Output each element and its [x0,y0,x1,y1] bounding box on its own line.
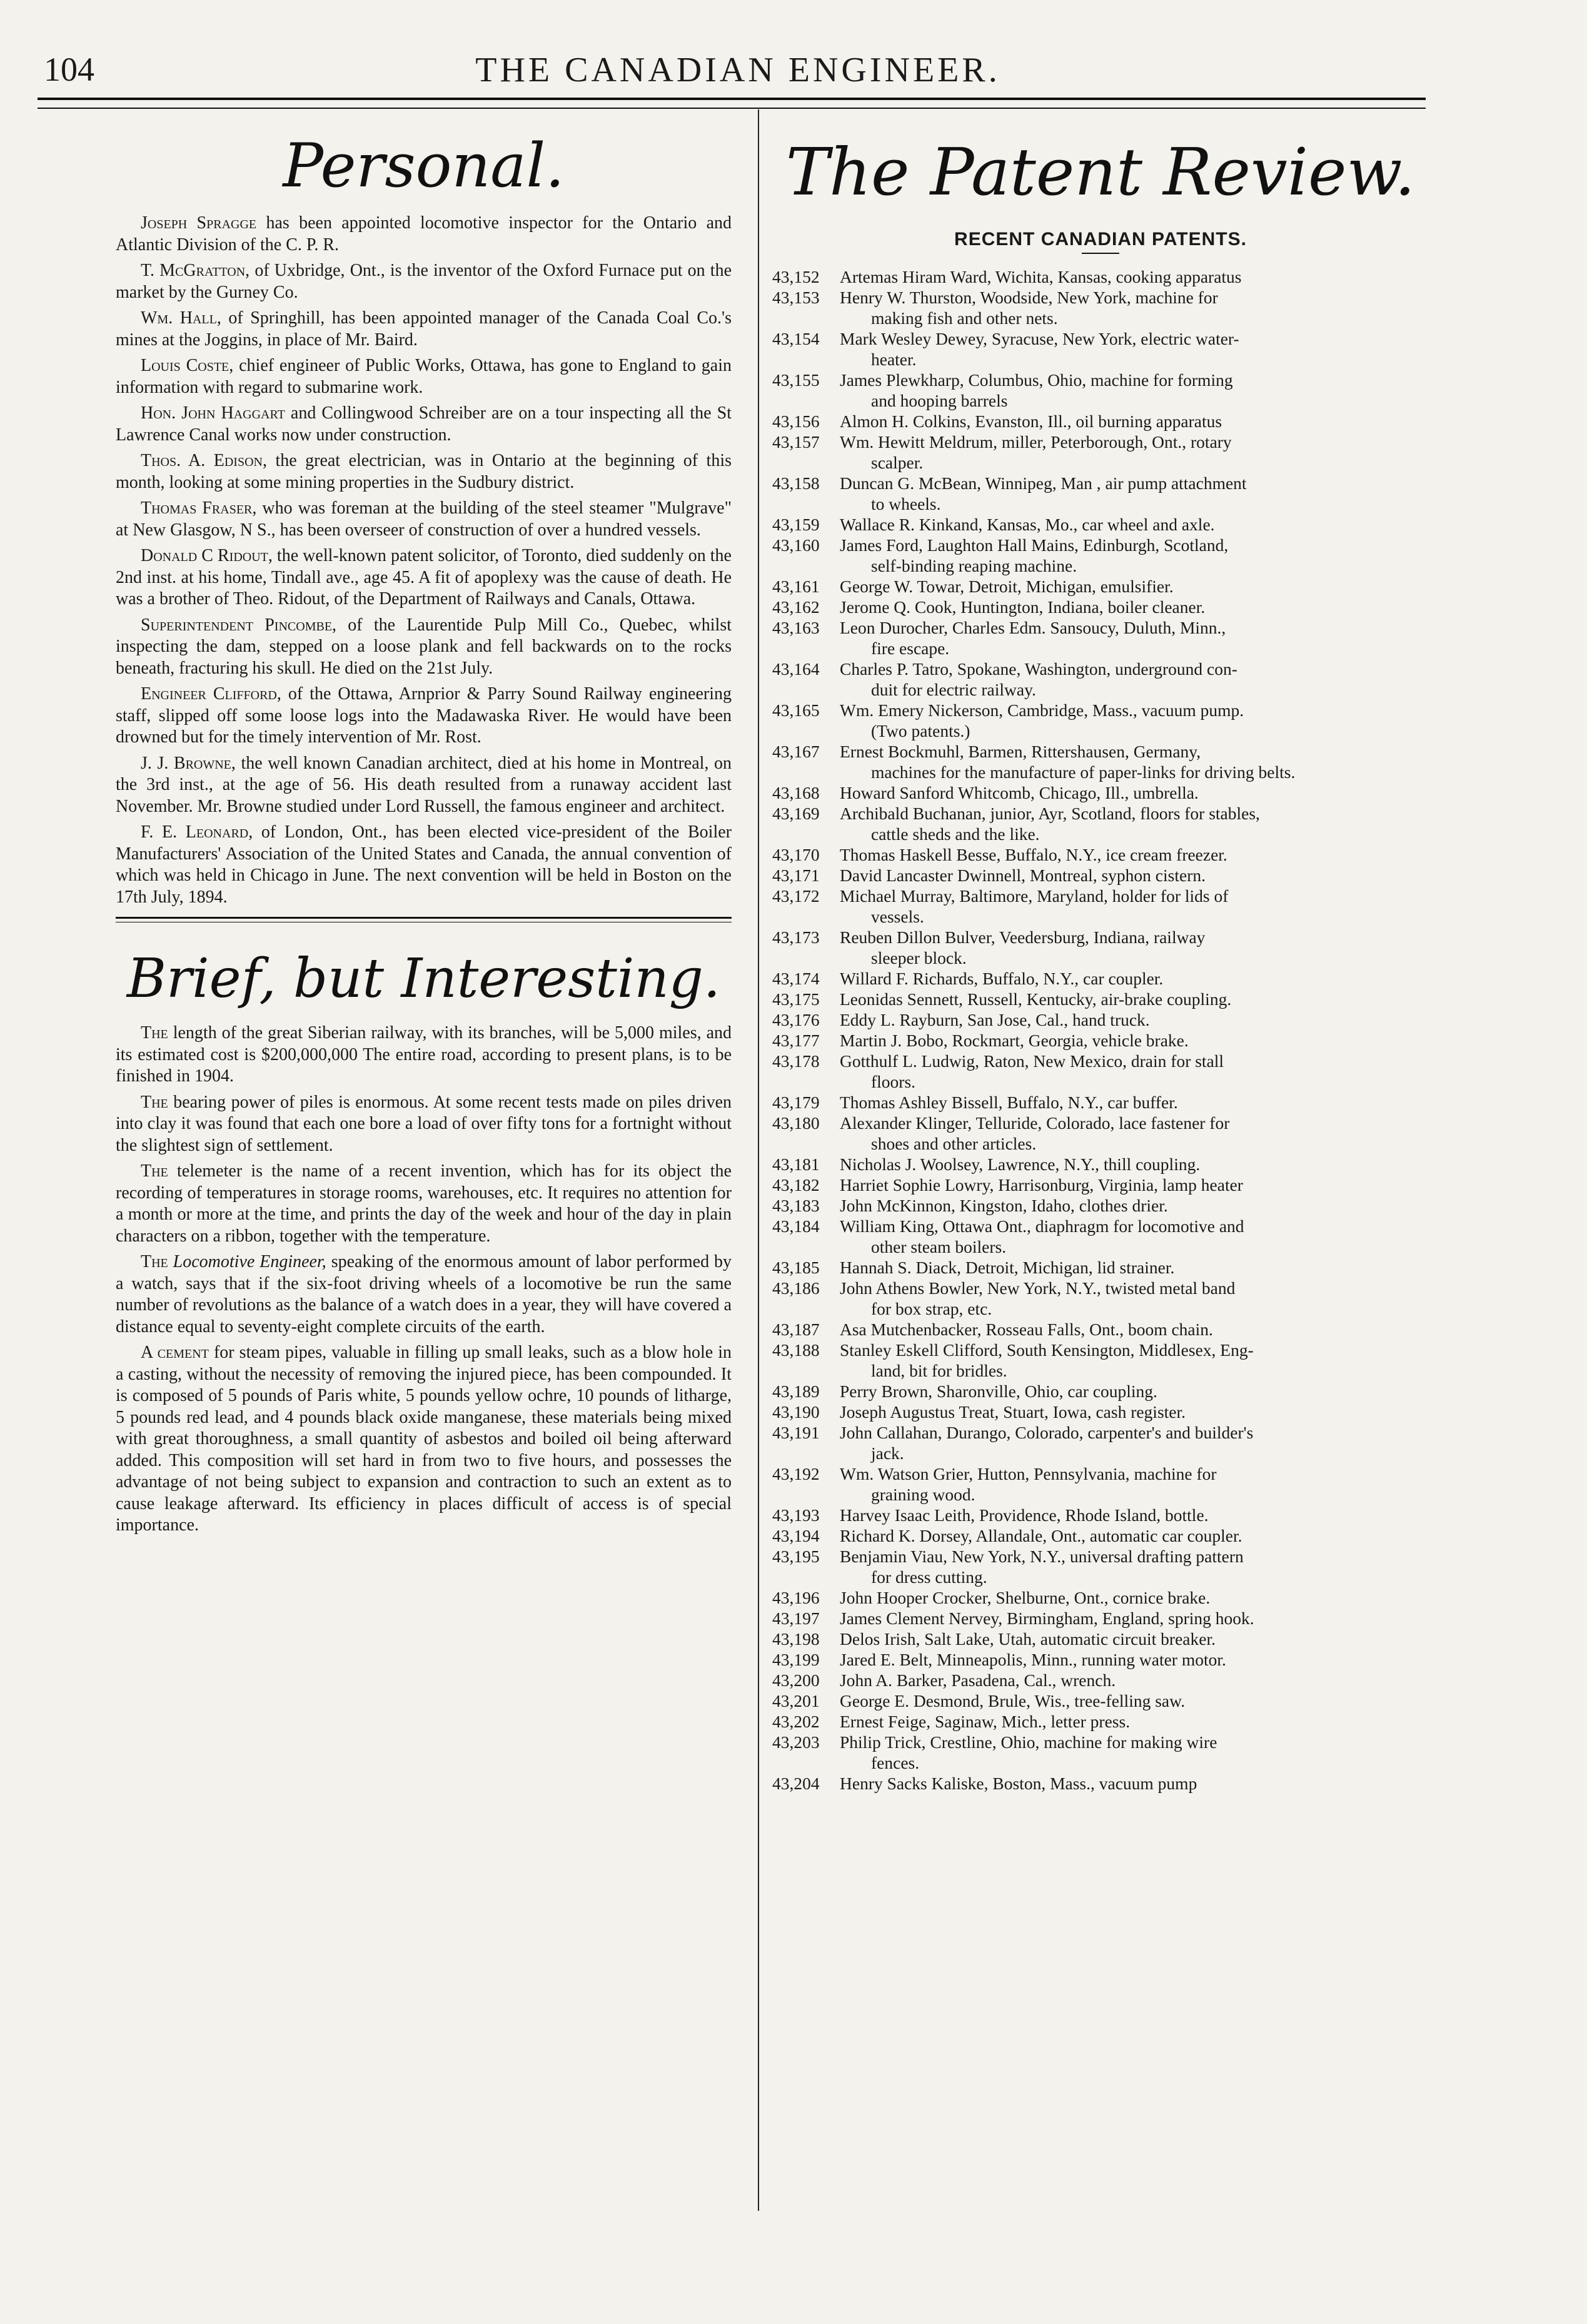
patent-description-line: Thomas Haskell Besse, Buffalo, N.Y., ice cream freezer. [840,845,1227,864]
journal-title: THE CANADIAN ENGINEER. [475,51,1000,89]
brief-lead: The [141,1252,168,1271]
patent-entry [772,886,1429,927]
patent-entry [772,287,1429,328]
patent-description [840,1319,1429,1340]
patent-description [840,1009,1429,1030]
patent-description [840,886,1429,927]
patent-number: 43,195 [772,1547,820,1566]
personal-name: Thomas Fraser, [141,498,257,518]
patent-number: 43,200 [772,1670,820,1690]
page-number: 104 [44,51,94,88]
patent-number: 43,176 [772,1010,820,1029]
patent-description-line: Richard K. Dorsey, Allandale, Ont., automatic car coupler. [840,1526,1242,1545]
patent-description-continuation: shoes and other articles. [871,1134,1037,1153]
patent-entry [772,328,1429,370]
patent-entry [772,1113,1429,1154]
patent-description-line: Leonidas Sennett, Russell, Kentucky, air-brake coupling. [840,989,1232,1009]
patent-number: 43,201 [772,1691,820,1710]
patent-description [840,1608,1429,1629]
patent-description [840,844,1429,865]
patent-description-line: Nicholas J. Woolsey, Lawrence, N.Y., thill coupling. [840,1154,1201,1174]
patent-number: 43,170 [772,845,820,864]
patent-entry [772,432,1429,473]
personal-name: F. E. Leonard, [141,822,253,842]
patent-description-line: Wm. Hewitt Meldrum, miller, Peterborough, Ont., rotary [840,432,1232,452]
patent-entry [772,1154,1429,1175]
brief-paragraph [116,1023,732,1088]
patent-number: 43,197 [772,1609,820,1628]
patent-entry [772,865,1429,886]
patent-description-line: George E. Desmond, Brule, Wis., tree-felling saw. [840,1691,1186,1710]
patent-description-line: John Athens Bowler, New York, N.Y., twisted metal band [840,1278,1236,1298]
patent-description [840,1505,1429,1525]
patent-description-line: Gotthulf L. Ludwig, Raton, New Mexico, drain for stall [840,1051,1224,1071]
patent-entry [772,370,1429,411]
patent-description [840,432,1429,473]
patent-description-line: Mark Wesley Dewey, Syracuse, New York, electric water- [840,329,1239,348]
patent-entry [772,989,1429,1009]
patent-number: 43,180 [772,1113,820,1133]
patent-number: 43,203 [772,1732,820,1752]
patent-description [840,1773,1429,1794]
patent-description-line: Harvey Isaac Leith, Providence, Rhode Island, bottle. [840,1505,1209,1525]
patent-entry [772,1629,1429,1649]
right-column [772,113,1429,2201]
patent-entry [772,1546,1429,1587]
patent-description [840,865,1429,886]
patent-number: 43,189 [772,1382,820,1401]
patent-number: 43,167 [772,742,820,761]
patent-entry [772,1463,1429,1505]
patent-description-line: David Lancaster Dwinnell, Montreal, syphon cistern. [840,866,1206,885]
patent-entry [772,1278,1429,1319]
patent-description-line: Thomas Ashley Bissell, Buffalo, N.Y., car buffer. [840,1093,1178,1112]
patent-number: 43,173 [772,927,820,947]
patent-description-line: John Callahan, Durango, Colorado, carpenter's and builder's [840,1423,1254,1442]
patent-description-line: John Hooper Crocker, Shelburne, Ont., cornice brake. [840,1588,1211,1607]
personal-text: of Uxbridge, Ont., is the inventor of the Oxford Furnace put on the market by the Gurney Co. [116,261,732,302]
personal-paragraph [116,355,732,398]
personal-text: chief engineer of Public Works, Ottawa, has gone to England to gain information with regard to submarine work. [116,356,732,397]
patent-description-line: Archibald Buchanan, junior, Ayr, Scotland, floors for stables, [840,804,1260,823]
patent-entry [772,1587,1429,1608]
patent-list [772,266,1429,1794]
patent-number: 43,198 [772,1629,820,1649]
patent-number: 43,174 [772,969,820,988]
patent-entry [772,411,1429,432]
patents-subheading: RECENT CANADIAN PATENTS. [954,229,1247,250]
left-column [116,113,732,2201]
personal-text: has been appointed locomotive inspector for the Ontario and Atlantic Division of the C. P. R. [116,213,732,255]
patent-number: 43,190 [772,1402,820,1422]
patent-number: 43,181 [772,1154,820,1174]
brief-section [116,1023,732,1537]
patent-description-line: John A. Barker, Pasadena, Cal., wrench. [840,1670,1116,1690]
masthead-rule [38,98,1426,109]
patent-description [840,968,1429,989]
patent-number: 43,193 [772,1505,820,1525]
patent-description-line: Perry Brown, Sharonville, Ohio, car coupling. [840,1382,1157,1401]
patent-description [840,328,1429,370]
patent-number: 43,184 [772,1216,820,1236]
patent-number: 43,192 [772,1464,820,1483]
patent-entry [772,1216,1429,1257]
patent-description [840,1422,1429,1463]
patent-number: 43,191 [772,1423,820,1442]
personal-section [116,213,732,908]
personal-name: Hon. John Haggart [141,403,285,423]
patent-number: 43,187 [772,1320,820,1339]
personal-name: Louis Coste, [141,356,234,375]
patent-description [840,1711,1429,1732]
patent-description [840,1278,1429,1319]
patent-description-line: James Clement Nervey, Birmingham, England, spring hook. [840,1609,1254,1628]
patent-description-line: Philip Trick, Crestline, Ohio, machine for making wire [840,1732,1217,1752]
brief-paragraph [116,1342,732,1537]
patent-number: 43,168 [772,783,820,802]
patent-number: 43,188 [772,1340,820,1360]
personal-name: Joseph Spragge [141,213,257,233]
patent-description [840,370,1429,411]
patent-number: 43,154 [772,329,820,348]
personal-text: the well-known patent solicitor, of Toronto, died suddenly on the 2nd inst. at his home, Tindall ave., age 45. A fit of apoplexy was the cause of death. He was a brother of Theo. Ridout, of the Department of Railways and Canals, Ottawa. [116,546,732,609]
patent-entry [772,1381,1429,1402]
section-separator [116,917,732,922]
patent-description-line: Almon H. Colkins, Evanston, Ill., oil burning apparatus [840,412,1222,431]
personal-paragraph [116,753,732,818]
patent-description-line: Jerome Q. Cook, Huntington, Indiana, boiler cleaner. [840,597,1206,617]
patent-description-line: Asa Mutchenbacker, Rosseau Falls, Ont., boom chain. [840,1320,1213,1339]
personal-paragraph [116,213,732,256]
patent-description [840,1587,1429,1608]
patent-entry [772,1051,1429,1092]
patent-entry [772,1773,1429,1794]
patent-number: 43,186 [772,1278,820,1298]
patent-entry [772,1670,1429,1690]
personal-paragraph [116,308,732,351]
brief-lead: The [141,1161,168,1181]
patent-description-line: Willard F. Richards, Buffalo, N.Y., car coupler. [840,969,1164,988]
brief-paragraph [116,1092,732,1157]
patent-entry [772,803,1429,844]
patent-description [840,1690,1429,1711]
patent-description-continuation: for dress cutting. [871,1567,987,1587]
patent-description-line: Michael Murray, Baltimore, Maryland, holder for lids of [840,886,1229,906]
patent-number: 43,157 [772,432,820,452]
brief-lead: The [141,1023,168,1043]
personal-paragraph [116,684,732,749]
patent-number: 43,196 [772,1588,820,1607]
patent-entry [772,844,1429,865]
patent-description-line: Eddy L. Rayburn, San Jose, Cal., hand truck. [840,1010,1150,1029]
patent-entry [772,1009,1429,1030]
patent-number: 43,178 [772,1051,820,1071]
brief-lead: The [141,1092,168,1112]
patent-description [840,1092,1429,1113]
patent-entry [772,1195,1429,1216]
patent-entry [772,1257,1429,1278]
personal-paragraph [116,615,732,680]
patent-description-line: John McKinnon, Kingston, Idaho, clothes drier. [840,1196,1168,1215]
patent-number: 43,159 [772,515,820,534]
personal-text: of the Ottawa, Arnprior & Parry Sound Railway engineering staff, slipped off some loose logs into the Madawaska River. He would have been drowned but for the timely intervention of Mr. Rost. [116,684,732,747]
patent-description [840,1175,1429,1195]
patent-entry [772,576,1429,597]
patent-review-heading: The Patent Review. [785,134,1416,210]
patent-entry [772,1649,1429,1670]
patent-number: 43,177 [772,1031,820,1050]
brief-text: telemeter is the name of a recent invention, which has for its object the recording of temperatures in storage rooms, warehouses, etc. It requires no attention for a month or more at the time, and prints the day of the week and hour of the day in plain characters on a ribbon, together with the temperature. [116,1161,732,1246]
personal-paragraph [116,260,732,303]
patent-description-continuation: scalper. [871,453,924,472]
patent-number: 43,169 [772,804,820,823]
patent-description-line: Leon Durocher, Charles Edm. Sansoucy, Duluth, Minn., [840,618,1226,637]
subheading-rule [1082,253,1119,254]
patent-number: 43,204 [772,1774,820,1793]
patent-entry [772,659,1429,700]
patent-number: 43,179 [772,1093,820,1112]
brief-heading: Brief, but Interesting. [126,947,721,1010]
patent-description-continuation: for box strap, etc. [871,1299,992,1318]
patent-description-line: Charles P. Tatro, Spokane, Washington, underground con- [840,659,1237,679]
patent-number: 43,162 [772,597,820,617]
personal-paragraph [116,403,732,446]
brief-paragraph [116,1251,732,1338]
masthead [44,38,1432,100]
personal-name: T. McGratton, [141,261,250,280]
patent-description [840,741,1429,782]
patent-entry [772,1608,1429,1629]
patent-description [840,1649,1429,1670]
personal-text: of London, Ont., has been elected vice-president of the Boiler Manufacturers' Association of the United States and Canada, the annual convention of which was held in Chicago in June. The next convention will be held in Boston on the 17th July, 1894. [116,822,732,907]
patent-description-line: Martin J. Bobo, Rockmart, Georgia, vehicle brake. [840,1031,1189,1050]
patent-entry [772,700,1429,741]
patent-entry [772,1092,1429,1113]
patent-number: 43,182 [772,1175,820,1195]
patent-description-continuation: jack. [871,1443,904,1463]
patent-description-continuation: vessels. [871,907,924,926]
brief-text: speaking of the enormous amount of labor performed by a watch, says that if the six-foot driving wheels of a locomotive be run the same number of revolutions as the balance of a watch does in a year, they will have covered a distance equal to seventy-eight complete circuits of the earth. [116,1252,732,1336]
patent-entry [772,782,1429,803]
patent-entry [772,473,1429,514]
personal-paragraph [116,450,732,493]
patent-number: 43,199 [772,1650,820,1669]
patent-number: 43,156 [772,412,820,431]
patent-description [840,514,1429,535]
patent-description [840,597,1429,617]
patent-entry [772,1711,1429,1732]
patent-entry [772,968,1429,989]
patent-description [840,803,1429,844]
patent-description-continuation: making fish and other nets. [871,308,1058,328]
patent-number: 43,153 [772,288,820,307]
patent-number: 43,152 [772,267,820,286]
personal-name: J. J. Browne, [141,753,236,773]
patent-description [840,1546,1429,1587]
patent-description-line: Joseph Augustus Treat, Stuart, Iowa, cash register. [840,1402,1186,1422]
patent-entry [772,1340,1429,1381]
patent-description-line: Reuben Dillon Bulver, Veedersburg, Indiana, railway [840,927,1206,947]
patent-description-line: Alexander Klinger, Telluride, Colorado, lace fastener for [840,1113,1230,1133]
brief-text: for steam pipes, valuable in filling up small leaks, such as a blow hole in a casting, without the necessity of removing the injured piece, has been compounded. It is composed of 5 pounds of Paris white, 5 pounds yellow ochre, 10 pounds of litharge, 5 pounds red lead, and 4 pounds black oxide manganese, these materials being mixed with great thoroughness, a small quantity of asbestos and boiled oil being afterward added. This composition will set hard in from two to five hours, and possesses the advantage of not being subject to expansion and contraction to such an extent as to cause leakage afterward. Its efficiency in places difficult of access is of special importance. [116,1343,732,1535]
patent-description [840,1340,1429,1381]
patent-description-line: James Ford, Laughton Hall Mains, Edinburgh, Scotland, [840,535,1229,555]
patent-entry [772,535,1429,576]
patent-number: 43,155 [772,370,820,390]
personal-paragraph [116,822,732,908]
brief-text: bearing power of piles is enormous. At some recent tests made on piles driven into clay it was found that each one bore a load of over fifty tons for a fortnight without the slightest sign of settlement. [116,1092,732,1155]
patent-description [840,1113,1429,1154]
patent-description-line: Artemas Hiram Ward, Wichita, Kansas, cooking apparatus [840,267,1242,286]
patent-description-line: Howard Sanford Whitcomb, Chicago, Ill., umbrella. [840,783,1199,802]
patent-description-continuation: self-binding reaping machine. [871,556,1077,575]
patent-description-line: James Plewkharp, Columbus, Ohio, machine for forming [840,370,1233,390]
patent-description [840,1732,1429,1773]
patent-description [840,1629,1429,1649]
personal-text: of Springhill, has been appointed manager of the Canada Coal Co.'s mines at the Joggins, in place of Mr. Baird. [116,308,732,350]
patent-description-line: William King, Ottawa Ont., diaphragm for locomotive and [840,1216,1244,1236]
patent-description [840,1463,1429,1505]
personal-text: of the Laurentide Pulp Mill Co., Quebec, whilst inspecting the dam, stepped on a loose plank and fell backwards on to the rocks beneath, fracturing his skull. He died on the 21st July. [116,615,732,678]
patent-number: 43,163 [772,618,820,637]
patent-description [840,617,1429,659]
patent-description-continuation: (Two patents.) [871,721,970,740]
patent-description-continuation: floors. [871,1072,916,1091]
patent-number: 43,202 [772,1712,820,1731]
patent-number: 43,164 [772,659,820,679]
patent-number: 43,165 [772,700,820,720]
patent-description [840,1195,1429,1216]
patent-entry [772,266,1429,287]
patent-number: 43,171 [772,866,820,885]
patent-description-line: Jared E. Belt, Minneapolis, Minn., running water motor. [840,1650,1226,1669]
patent-description-continuation: sleeper block. [871,948,967,967]
patent-description-continuation: machines for the manufacture of paper-links for driving belts. [871,762,1296,782]
patent-entry [772,1402,1429,1422]
patent-description-continuation: fences. [871,1753,920,1772]
patent-description-line: Wm. Emery Nickerson, Cambridge, Mass., vacuum pump. [840,700,1244,720]
patent-number: 43,160 [772,535,820,555]
patent-entry [772,1422,1429,1463]
patent-entry [772,617,1429,659]
patent-entry [772,597,1429,617]
personal-text: the well known Canadian architect, died at his home in Montreal, on the 3rd inst., at the age of 56. His death resulted from a runaway accident last November. Mr. Browne studied under Lord Russell, the famous engineer and architect. [116,753,732,816]
patent-number: 43,175 [772,989,820,1009]
personal-name: Donald C Ridout, [141,546,273,565]
patent-description-line: Delos Irish, Salt Lake, Utah, automatic circuit breaker. [840,1629,1216,1649]
patent-entry [772,1525,1429,1546]
patent-entry [772,1319,1429,1340]
patent-description-line: Benjamin Viau, New York, N.Y., universal drafting pattern [840,1547,1244,1566]
patent-number: 43,172 [772,886,820,906]
patent-description-continuation: cattle sheds and the like. [871,824,1040,844]
patent-description [840,1051,1429,1092]
patent-entry [772,1505,1429,1525]
patent-description [840,700,1429,741]
patent-description-line: Hannah S. Diack, Detroit, Michigan, lid strainer. [840,1258,1175,1277]
personal-name: Engineer Clifford, [141,684,281,704]
patent-description-line: Harriet Sophie Lowry, Harrisonburg, Virginia, lamp heater [840,1175,1243,1195]
personal-paragraph [116,545,732,610]
patent-description [840,411,1429,432]
patent-description-line: Henry W. Thurston, Woodside, New York, machine for [840,288,1218,307]
patent-description [840,1525,1429,1546]
patent-number: 43,194 [772,1526,820,1545]
brief-paragraph [116,1161,732,1247]
patent-description-line: Wm. Watson Grier, Hutton, Pennsylvania, machine for [840,1464,1217,1483]
patent-description [840,927,1429,968]
brief-text: length of the great Siberian railway, with its branches, will be 5,000 miles, and its estimated cost is $200,000,000 The entire road, according to present plans, is to be finished in 1904. [116,1023,732,1086]
patent-description [840,782,1429,803]
patent-description-continuation: other steam boilers. [871,1237,1007,1256]
patent-description-line: Stanley Eskell Clifford, South Kensington, Middlesex, Eng- [840,1340,1254,1360]
patent-description-continuation: land, bit for bridles. [871,1361,1007,1380]
patent-description [840,473,1429,514]
patent-description [840,1030,1429,1051]
personal-text: who was foreman at the building of the steel steamer "Mulgrave" at New Glasgow, N S., has been overseer of construction of over a hundred vessels. [116,498,732,540]
personal-name: Wm. Hall, [141,308,221,328]
patent-description [840,1402,1429,1422]
patent-description [840,1154,1429,1175]
patent-description [840,1257,1429,1278]
patent-entry [772,741,1429,782]
patent-description-line: Ernest Bockmuhl, Barmen, Rittershausen, Germany, [840,742,1201,761]
patent-description [840,576,1429,597]
personal-heading: Personal. [283,131,565,201]
patent-description-continuation: duit for electric railway. [871,680,1036,699]
patent-description-continuation: fire escape. [871,639,950,658]
patent-description [840,535,1429,576]
patent-number: 43,183 [772,1196,820,1215]
patent-description [840,989,1429,1009]
patent-description-continuation: and hooping barrels [871,391,1008,410]
patent-entry [772,514,1429,535]
patent-description-continuation: to wheels. [871,494,941,513]
personal-paragraph [116,498,732,541]
patent-entry [772,1690,1429,1711]
patent-number: 43,161 [772,577,820,596]
patent-description-line: Ernest Feige, Saginaw, Mich., letter press. [840,1712,1131,1731]
personal-name: Thos. A. Edison, [141,451,267,470]
patent-description [840,1216,1429,1257]
patent-entry [772,1175,1429,1195]
patent-entry [772,927,1429,968]
patent-description-line: Duncan G. McBean, Winnipeg, Man , air pump attachment [840,473,1247,493]
patent-description-line: George W. Towar, Detroit, Michigan, emulsifier. [840,577,1174,596]
patent-entry [772,1732,1429,1773]
patent-entry [772,1030,1429,1051]
personal-text: the great electrician, was in Ontario at the beginning of this month, looking at some mining properties in the Sudbury district. [116,451,732,492]
patent-description [840,266,1429,287]
patent-description-continuation: heater. [871,350,917,369]
patent-description-line: Henry Sacks Kaliske, Boston, Mass., vacuum pump [840,1774,1197,1793]
column-divider [758,109,759,2211]
patent-description [840,287,1429,328]
patent-description [840,1670,1429,1690]
patent-number: 43,185 [772,1258,820,1277]
patent-description [840,659,1429,700]
patent-number: 43,158 [772,473,820,493]
brief-lead: A cement [141,1343,209,1362]
patent-description-continuation: graining wood. [871,1485,975,1504]
brief-italic-title: Locomotive Engineer, [168,1252,326,1271]
patent-description [840,1381,1429,1402]
personal-name: Superintendent Pincombe, [141,615,337,635]
patent-description-line: Wallace R. Kinkand, Kansas, Mo., car wheel and axle. [840,515,1215,534]
personal-text: and Collingwood Schreiber are on a tour inspecting all the St Lawrence Canal works now under construction. [116,403,732,445]
